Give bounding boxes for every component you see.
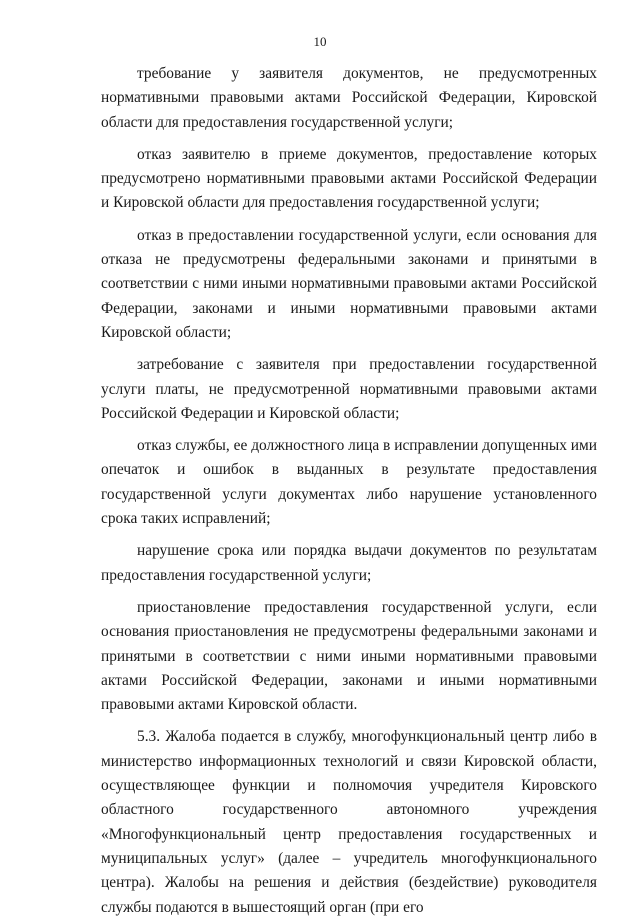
paragraph-documents-requirement: требование у заявителя документов, не предусмотренных нормативными правовыми актами Российской Федерации, Кировской области для предоставления государственной услуги; bbox=[101, 65, 597, 131]
paragraph-refusal-service: отказ в предоставлении государственной услуги, если основания для отказа не предусмотрены федеральными законами и принятыми в соответствии с ними иными нормативными правовыми актами Российской Федерации, законами и иными нормативными правовыми актами Кировской области; bbox=[101, 226, 597, 341]
document-body bbox=[101, 62, 597, 920]
paragraph-fee-demand: затребование с заявителя при предоставлении государственной услуги платы, не предусмотренной нормативными правовыми актами Российской Федерации и Кировской области; bbox=[101, 356, 597, 422]
paragraph-deadline-violation: нарушение срока или порядка выдачи документов по результатам предоставления государственной услуги; bbox=[101, 542, 597, 584]
page-number: 10 bbox=[313, 34, 327, 49]
paragraph-refusal-acceptance: отказ заявителю в приеме документов, предоставление которых предусмотрено нормативными правовыми актами Российской Федерации и Кировской области для предоставления государственной услуги; bbox=[101, 145, 597, 212]
paragraph-5-3-complaint: 5.3. Жалоба подается в службу, многофункциональный центр либо в министерство информационных технологий и связи Кировской области, осуществляющее функции и полномочия учредителя Кировского областного государственного автономного учреждения «Многофункциональный центр предоставления государственных и муниципальных услуг» (далее – учредитель многофункционального центра). Жалобы на решения и действия (бездействие) руководителя службы подаются в вышестоящий орган (при его bbox=[101, 728, 597, 916]
paragraph-correction-refusal: отказ службы, ее должностного лица в исправлении допущенных ими опечаток и ошибок в выданных в результате предоставления государственной услуги документах либо нарушение установленного срока таких исправлений; bbox=[101, 437, 597, 528]
paragraph-suspension: приостановление предоставления государственной услуги, если основания приостановления не предусмотрены федеральными законами и принятыми в соответствии с ними иными нормативными правовыми актами Российской Федерации, законами и иными нормативными правовыми актами Кировской области. bbox=[101, 598, 597, 714]
